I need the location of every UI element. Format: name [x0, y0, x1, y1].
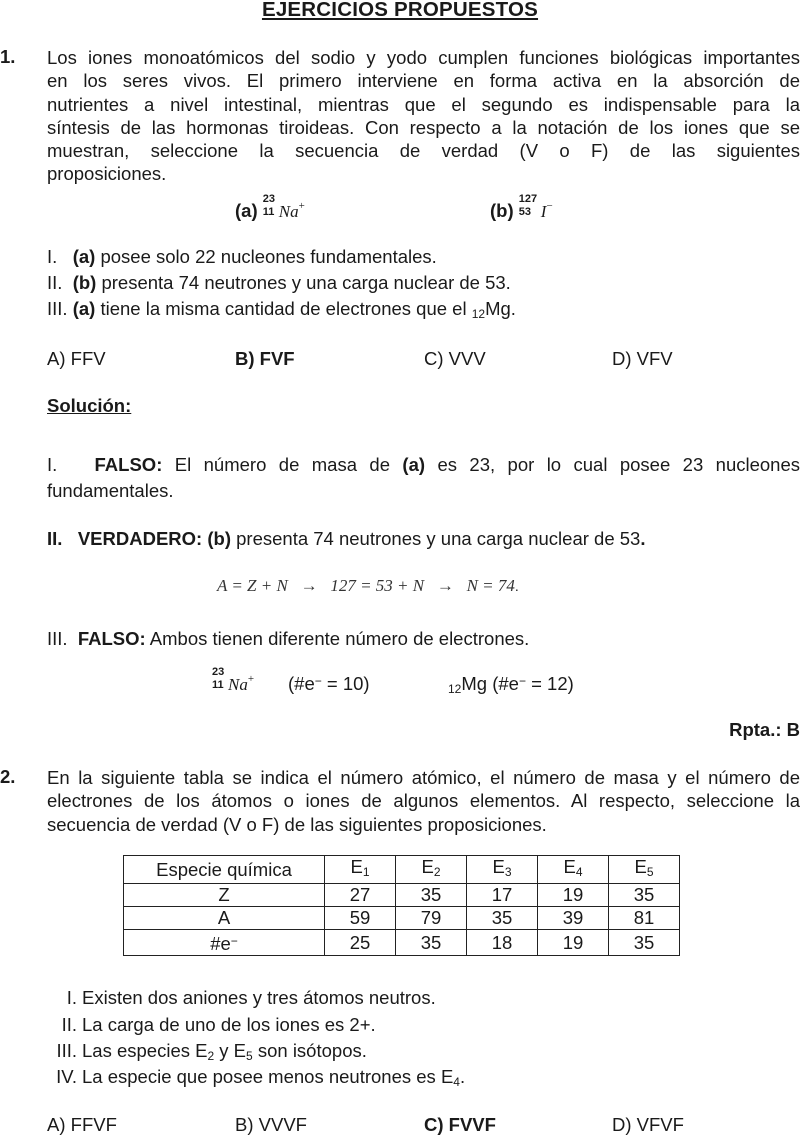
table-cell: 39 [538, 907, 609, 930]
solution-text: fundamentales. [47, 480, 174, 501]
table-cell: 35 [467, 907, 538, 930]
proposition-number: III. [56, 1040, 77, 1061]
solution-1 [47, 452, 800, 504]
table-row [124, 907, 680, 930]
proposition-number: III. [47, 298, 68, 319]
ion-a-charge: + [298, 200, 305, 212]
q1-option-a[interactable]: A) FFV [47, 348, 106, 369]
table-cell: 35 [609, 884, 680, 907]
table-cell: 35 [609, 930, 680, 956]
q2-proposition-4: La especie que posee menos neutrones es $E_4$. [82, 1066, 466, 1089]
proposition-number: I. [66, 987, 77, 1008]
electron-value: = 12) [525, 673, 574, 694]
table-header-cell: $E_1$ [325, 856, 396, 884]
equation-dot: . [514, 578, 519, 594]
question-1-statement [47, 46, 800, 186]
ion-b-charge: − [546, 200, 553, 212]
question-2-statement [47, 766, 800, 836]
table-header-cell: Especie química [124, 856, 325, 884]
ion-b-mass: 127 [518, 193, 538, 205]
proposition-tail: Mg. [485, 298, 516, 319]
table-row-label: #e− [124, 930, 325, 956]
electron-value: = 10) [321, 673, 370, 694]
ion-a-notation [212, 666, 255, 696]
table-cell: 19 [538, 930, 609, 956]
ion-a [235, 193, 305, 223]
solution-3 [47, 628, 529, 650]
ion-a-mass: 23 [212, 666, 225, 678]
page-title: EJERCICIOS PROPUESTOS [261, 0, 539, 21]
table-cell: 27 [325, 884, 396, 907]
magnesium-atomic-number: 12 [471, 307, 486, 321]
solution-dot: . [640, 528, 646, 549]
q2-option-d[interactable]: D) VFVF [612, 1114, 684, 1135]
ion-b [490, 193, 553, 223]
q1-proposition-3 [47, 298, 516, 321]
question-2-number: 2. [0, 766, 16, 787]
ion-b-notation [518, 193, 553, 223]
table-cell: 19 [538, 884, 609, 907]
ion-a-charge: + [247, 673, 255, 685]
magnesium-atomic-number: 12 [448, 682, 462, 696]
ion-a-notation [262, 193, 305, 223]
solution-verdict: VERDADERO: [77, 528, 203, 549]
species-table [123, 855, 680, 956]
table-cell: 59 [325, 907, 396, 930]
electron-sign: − [314, 674, 322, 688]
q2-option-a[interactable]: A) FFVF [47, 1114, 117, 1135]
q1-option-c[interactable]: C) VVV [424, 348, 486, 369]
table-cell: 35 [396, 884, 467, 907]
question-2-line: electrones de los átomos o iones de algunos elementos. Al respecto, seleccione la [47, 790, 800, 812]
solution-heading: Solución: [47, 395, 132, 416]
answer-q1: Rpta.: B [729, 719, 800, 740]
sodium-electron-count [288, 673, 370, 695]
solution-number: III. [47, 628, 68, 649]
q2-proposition-1: Existen dos aniones y tres átomos neutros. [82, 987, 436, 1008]
table-cell: 35 [396, 930, 467, 956]
q1-proposition-1 [47, 246, 437, 268]
solution-verdict: FALSO: [94, 454, 163, 475]
table-row [124, 930, 680, 956]
question-1-line: proposiciones. [47, 163, 167, 185]
solution-tag: (a) [402, 454, 426, 475]
question-1-line: en los seres vivos. El primero interviene en forma activa en la absorción de [47, 70, 800, 92]
magnesium-electron-count [448, 673, 574, 696]
proposition-tag: (b) [72, 272, 97, 293]
question-2-line: secuencia de verdad (V o F) de las siguientes proposiciones. [47, 813, 547, 835]
table-cell: 79 [396, 907, 467, 930]
proposition-tag: (a) [72, 246, 96, 267]
proposition-number: II. [61, 1014, 77, 1035]
electron-label: (#e [288, 673, 315, 694]
table-cell: 25 [325, 930, 396, 956]
solution-number: II. [47, 528, 63, 549]
neutron-equation [217, 576, 519, 596]
proposition-text: presenta 74 neutrones y una carga nuclear de 53. [96, 272, 511, 293]
proposition-text: tiene la misma cantidad de electrones que el [95, 298, 472, 319]
solution-verdict: FALSO: [77, 628, 146, 649]
ion-a-atomic-number: 11 [262, 206, 275, 218]
question-2-line: En la siguiente tabla se indica el número atómico, el número de masa y el número de [47, 767, 800, 788]
table-header-cell: $E_5$ [609, 856, 680, 884]
q1-option-d[interactable]: D) VFV [612, 348, 673, 369]
q2-option-b[interactable]: B) VVVF [235, 1114, 307, 1135]
question-1-line: Los iones monoatómicos del sodio y yodo cumplen funciones biológicas importantes [47, 47, 800, 68]
equation-text: A = Z + N → 127 = 53 + N → N = 74 [217, 576, 515, 595]
ion-a-symbol: Na [228, 675, 248, 694]
table-cell: 17 [467, 884, 538, 907]
ion-a-mass: 23 [262, 193, 276, 205]
q2-option-c[interactable]: C) FVVF [424, 1114, 496, 1135]
q2-proposition-3: Las especies $E_2$ y $E_5$ son isótopos. [82, 1040, 367, 1063]
ion-a-symbol: Na [278, 202, 299, 221]
table-header-row [124, 856, 680, 884]
table-header-cell: $E_4$ [538, 856, 609, 884]
solution-text: presenta 74 neutrones y una carga nuclear de 53 [230, 528, 641, 549]
question-1-line: nutrientes a nivel intestinal, mientras que el segundo es indispensable para la [47, 93, 800, 115]
ion-a-atomic-number: 11 [212, 679, 224, 691]
solution-tag: (b) [207, 528, 231, 549]
sodium-electrons [212, 666, 255, 696]
ion-b-label: (b) [490, 200, 514, 221]
q1-proposition-2 [47, 272, 511, 294]
solution-text: El número de masa de [162, 454, 403, 475]
question-1-line: síntesis de las hormonas tiroideas. Con respecto a la notación de los iones que se [47, 116, 800, 138]
table-row [124, 884, 680, 907]
question-1-number: 1. [0, 46, 16, 67]
proposition-tag: (a) [72, 298, 96, 319]
ion-b-atomic-number: 53 [518, 206, 532, 218]
q2-proposition-2: La carga de uno de los iones es 2+. [82, 1014, 376, 1035]
solution-number: I. [47, 454, 58, 475]
solution-text: es 23, por lo cual posee 23 nucleones [425, 454, 800, 475]
table-row-label: Z [124, 884, 325, 907]
table-header-cell: $E_2$ [396, 856, 467, 884]
solution-2 [47, 528, 645, 550]
table-cell: 18 [467, 930, 538, 956]
ion-a-label: (a) [235, 200, 258, 221]
proposition-number: IV. [56, 1066, 77, 1087]
proposition-text: posee solo 22 nucleones fundamentales. [95, 246, 437, 267]
proposition-number: I. [47, 246, 58, 267]
q1-option-b[interactable]: B) FVF [235, 348, 295, 369]
table-row-label: A [124, 907, 325, 930]
table-header-cell: $E_3$ [467, 856, 538, 884]
electron-sign: − [518, 674, 526, 688]
electron-label: Mg (#e [461, 673, 519, 694]
proposition-number: II. [47, 272, 63, 293]
ion-b-symbol: I [540, 202, 547, 221]
solution-text: Ambos tienen diferente número de electrones. [145, 628, 530, 649]
question-1-line: muestran, seleccione la secuencia de verdad (V o F) de las siguientes [47, 140, 800, 162]
table-cell: 81 [609, 907, 680, 930]
